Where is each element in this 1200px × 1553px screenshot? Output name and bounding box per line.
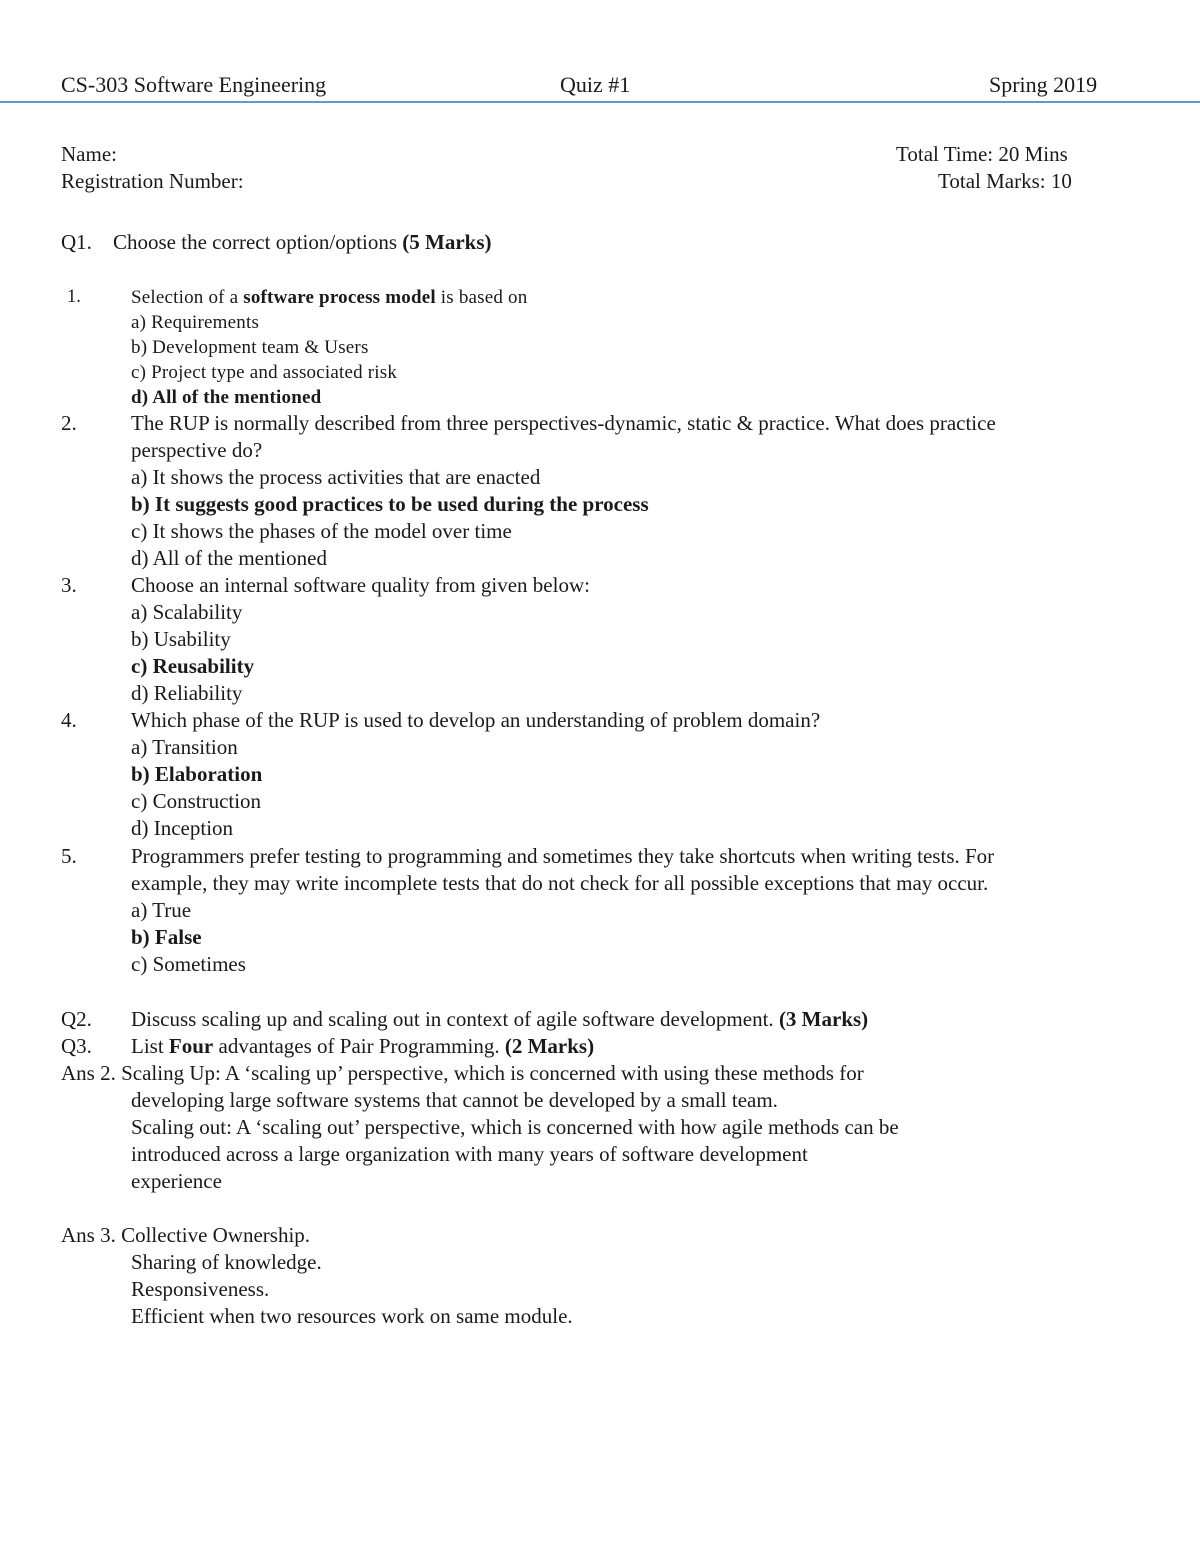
- item-4-option-c: c) Construction: [131, 789, 262, 813]
- item-4-number: 4.: [61, 708, 77, 732]
- total-time: Total Time: 20 Mins: [896, 142, 1068, 166]
- q3-post: advantages of Pair Programming.: [213, 1034, 505, 1058]
- item-4-option-d: d) Inception: [131, 816, 234, 840]
- item-4-option-a: a) Transition: [131, 735, 238, 759]
- item-2-answer: b) It suggests good practices to be used during the process: [131, 492, 649, 516]
- item-1-option-b: b) Development team & Users: [131, 337, 369, 358]
- ans2-line2: developing large software systems that cannot be developed by a small team.: [131, 1088, 778, 1112]
- item-5-option-c: c) Sometimes: [131, 952, 246, 976]
- item-5-answer-wrap: [131, 924, 202, 951]
- course-title: CS-303 Software Engineering: [61, 72, 327, 97]
- total-marks: Total Marks: 10: [938, 169, 1072, 193]
- term: Spring 2019: [989, 72, 1098, 97]
- item-4-answer: b) Elaboration: [131, 762, 263, 786]
- item-2-answer-wrap: [131, 491, 649, 518]
- q1-marks: (5 Marks): [402, 230, 492, 254]
- quiz-title: Quiz #1: [560, 72, 631, 97]
- q3-text: [131, 1033, 594, 1060]
- item-3-option-d: d) Reliability: [131, 681, 243, 705]
- item-5-answer: b) False: [131, 925, 202, 949]
- q1-heading: [113, 229, 492, 256]
- item-1-stem: [131, 284, 527, 311]
- q2-marks: (3 Marks): [778, 1007, 869, 1031]
- q1-text: Choose the correct option/options: [113, 230, 403, 254]
- item-2-option-c: c) It shows the phases of the model over time: [131, 519, 512, 543]
- item-2-option-d: d) All of the mentioned: [131, 546, 327, 570]
- ans2-line5: experience: [131, 1169, 222, 1193]
- item-1-option-c: c) Project type and associated risk: [131, 362, 398, 383]
- q3-marks: (2 Marks): [504, 1034, 595, 1058]
- q3-bold: Four: [168, 1034, 214, 1058]
- ans2-line3: Scaling out: A ‘scaling out’ perspective, which is concerned with how agile methods can be: [131, 1115, 899, 1139]
- item-5-stem-line1: Programmers prefer testing to programming and sometimes they take shortcuts when writing tests. For: [131, 844, 995, 868]
- item-4-stem: Which phase of the RUP is used to develop an understanding of problem domain?: [131, 708, 821, 732]
- item-1-number: 1.: [67, 287, 81, 307]
- q3-label: Q3.: [61, 1034, 92, 1058]
- name-label: Name:: [61, 142, 117, 166]
- registration-label: Registration Number:: [61, 169, 244, 193]
- q2-text-plain: Discuss scaling up and scaling out in context of agile software development.: [131, 1007, 779, 1031]
- item-1-option-a: a) Requirements: [131, 312, 260, 333]
- item-1-stem-bold: software process model: [243, 287, 436, 308]
- ans2-line1: Ans 2. Scaling Up: A ‘scaling up’ perspective, which is concerned with using these methods for: [61, 1061, 864, 1085]
- item-2-stem-line2: perspective do?: [131, 438, 263, 462]
- q1-label: Q1.: [61, 230, 92, 254]
- item-2-stem-line1: The RUP is normally described from three perspectives-dynamic, static & practice. What does practice: [131, 411, 996, 435]
- item-5-option-a: a) True: [131, 898, 192, 922]
- ans2-line4: introduced across a large organization with many years of software development: [131, 1142, 808, 1166]
- item-3-answer-wrap: [131, 653, 254, 680]
- item-1-answer-wrap: [131, 384, 321, 411]
- item-2-option-a: a) It shows the process activities that are enacted: [131, 465, 541, 489]
- item-1-stem-pre: Selection of a: [131, 287, 244, 308]
- header-rule: [0, 101, 1200, 103]
- item-3-stem: Choose an internal software quality from given below:: [131, 573, 590, 597]
- item-1-answer: d) All of the mentioned: [131, 387, 322, 408]
- ans3-line3: Responsiveness.: [131, 1277, 270, 1301]
- item-3-option-b: b) Usability: [131, 627, 231, 651]
- q3-pre: List: [131, 1034, 169, 1058]
- ans3-line2: Sharing of knowledge.: [131, 1250, 322, 1274]
- item-4-answer-wrap: [131, 761, 262, 788]
- item-3-number: 3.: [61, 573, 77, 597]
- item-5-number: 5.: [61, 844, 77, 868]
- q2-label: Q2.: [61, 1007, 92, 1031]
- ans3-line1: Ans 3. Collective Ownership.: [61, 1223, 311, 1247]
- item-1-stem-post: is based on: [435, 287, 528, 308]
- item-5-stem-line2: example, they may write incomplete tests that do not check for all possible exceptions that may occur.: [131, 871, 989, 895]
- item-3-option-a: a) Scalability: [131, 600, 243, 624]
- q2-text: [131, 1006, 868, 1033]
- item-3-answer: c) Reusability: [131, 654, 255, 678]
- item-2-number: 2.: [61, 411, 77, 435]
- ans3-line4: Efficient when two resources work on same module.: [131, 1304, 573, 1328]
